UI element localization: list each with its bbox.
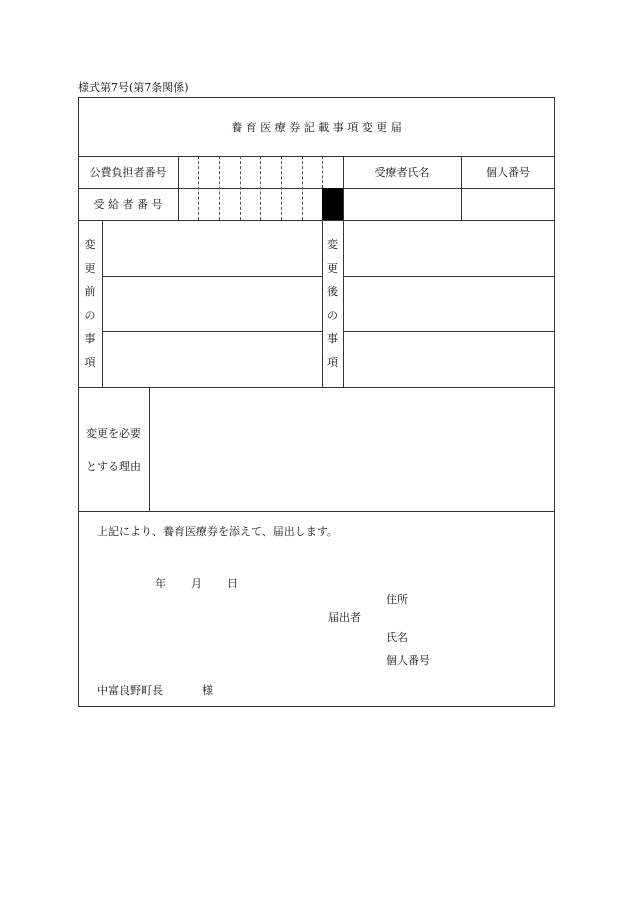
- after-label-divider: [343, 220, 344, 387]
- digit-divider: [322, 156, 323, 188]
- reason-label-divider: [149, 387, 150, 511]
- title-separator: [78, 156, 555, 157]
- after-label: 変 更 後 の 事 項: [327, 238, 338, 369]
- blacked-out-cell: [322, 188, 343, 220]
- before-line-2: [102, 331, 322, 332]
- applicant-label: 届出者: [328, 611, 361, 624]
- addressee-office: 中富良野町長: [97, 684, 163, 697]
- reason-section-bottom: [78, 511, 555, 512]
- number-label-divider: [178, 156, 179, 220]
- digit-divider: [240, 156, 241, 220]
- reason-label-line2: とする理由: [86, 460, 141, 473]
- applicant-personal-number-label: 個人番号: [386, 654, 430, 667]
- row-separator-1: [78, 188, 555, 189]
- personal-number-label: 個人番号: [486, 166, 530, 179]
- declaration-text: 上記により、養育医療券を添えて、届出します。: [97, 525, 338, 538]
- form-number: 様式第7号(第7条関係): [78, 81, 189, 94]
- date-year: 年: [155, 577, 166, 590]
- name-label: 氏名: [386, 631, 408, 644]
- digit-divider: [260, 156, 261, 220]
- public-payer-number-label: 公費負担者番号: [89, 166, 167, 179]
- patient-name-label: 受療者氏名: [374, 166, 430, 179]
- date-month: 月: [191, 577, 202, 590]
- number-end-divider: [343, 156, 344, 220]
- before-label-divider: [102, 220, 103, 387]
- personal-number-divider: [461, 156, 462, 220]
- before-line-1: [102, 276, 322, 277]
- digit-divider: [281, 156, 282, 220]
- addressee-honorific: 様: [202, 684, 213, 697]
- date-day: 日: [227, 577, 238, 590]
- after-line-1: [343, 276, 555, 277]
- reason-label-line1: 変更を必要: [86, 427, 141, 440]
- after-line-2: [343, 331, 555, 332]
- digit-divider: [219, 156, 220, 220]
- recipient-number-label: 受 給 者 番 号: [93, 198, 163, 211]
- row-separator-2: [78, 220, 555, 221]
- digit-divider: [302, 156, 303, 220]
- form-title: 養 育 医 療 券 記 載 事 項 変 更 届: [231, 121, 402, 134]
- address-label: 住所: [386, 593, 408, 606]
- digit-divider: [198, 156, 199, 220]
- before-label: 変 更 前 の 事 項: [84, 238, 96, 369]
